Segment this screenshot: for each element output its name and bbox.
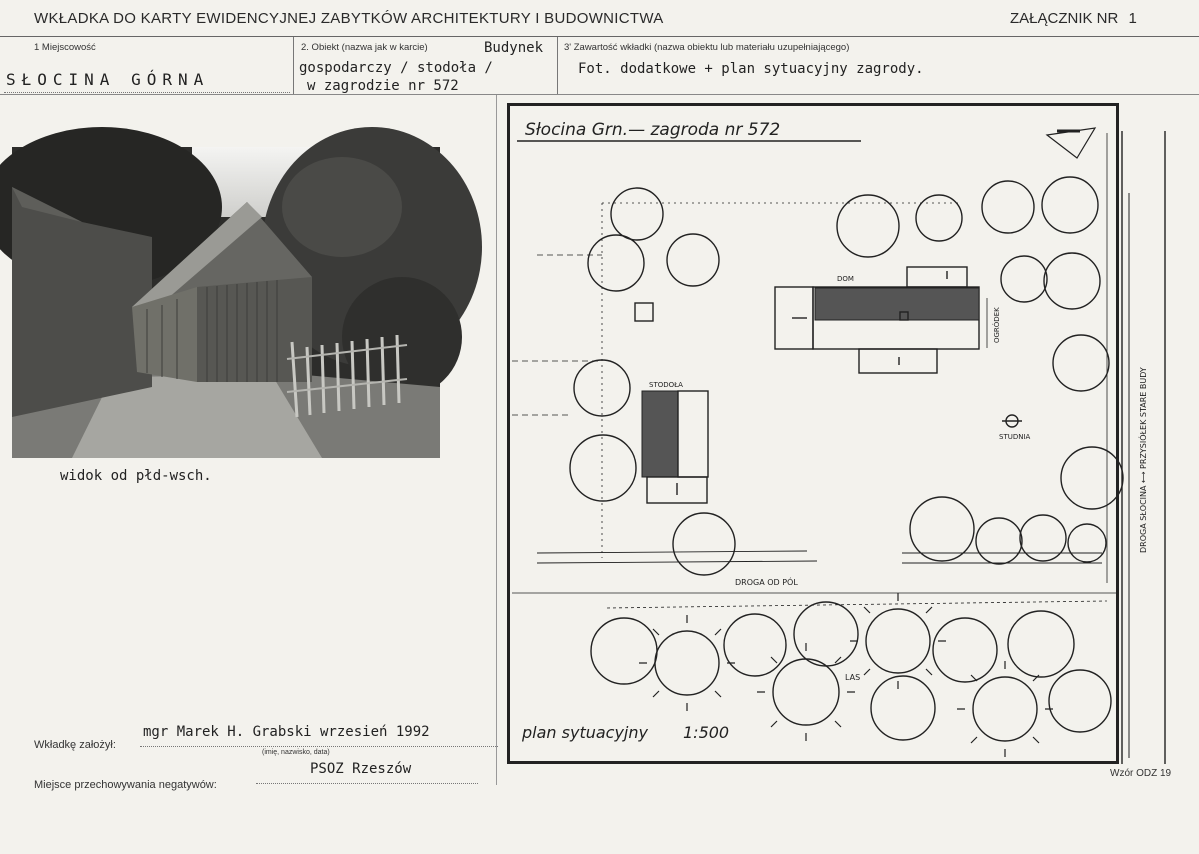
object-value-2: gospodarczy / stodoła / bbox=[299, 60, 493, 76]
label-droga-pol: DROGA OD PÓL bbox=[735, 578, 798, 587]
form-title: WKŁADKA DO KARTY EWIDENCYJNEJ ZABYTKÓW ARCHITEKTURY I BUDOWNICTWA bbox=[34, 10, 664, 27]
photo-caption: widok od płd-wsch. bbox=[60, 468, 212, 484]
label-dom: DOM bbox=[837, 275, 854, 283]
site-plan-drawing bbox=[507, 103, 1148, 764]
contents-label: 3' Zawartość wkładki (nazwa obiektu lub materiału uzupełniającego) bbox=[564, 42, 850, 53]
founder-hint: (imię, nazwisko, data) bbox=[262, 749, 330, 756]
label-las: LAS bbox=[845, 673, 861, 682]
attachment-label: ZAŁĄCZNIK NR bbox=[1010, 10, 1119, 27]
label-ogrodek: OGRÓDEK bbox=[993, 307, 1001, 343]
founder-label: Wkładkę założył: bbox=[34, 739, 116, 751]
storage-value: PSOZ Rzeszów bbox=[310, 761, 412, 777]
plan-scale: 1:500 bbox=[683, 723, 730, 742]
barn-photo bbox=[12, 147, 440, 458]
object-label: 2. Obiekt (nazwa jak w karcie) bbox=[301, 42, 428, 53]
object-value-3: w zagrodzie nr 572 bbox=[307, 78, 459, 94]
attachment-value: 1 bbox=[1128, 10, 1137, 27]
plan-title: Słocina Grn.— zagroda nr 572 bbox=[525, 120, 781, 140]
photo-illustration bbox=[12, 147, 440, 458]
storage-label: Miejsce przechowywania negatywów: bbox=[34, 779, 217, 791]
contents-value: Fot. dodatkowe + plan sytuacyjny zagrody. bbox=[578, 61, 924, 77]
plan-subtitle: plan sytuacyjny bbox=[522, 723, 648, 742]
founder-value: mgr Marek H. Grabski wrzesień 1992 bbox=[143, 724, 430, 740]
label-studnia: STUDNIA bbox=[999, 433, 1031, 441]
locality-value: SŁOCINA GÓRNA bbox=[6, 70, 210, 89]
attachment-number bbox=[1010, 10, 1137, 27]
label-road: DROGA SŁOCINA ⟷ PRZYSIÓŁEK STARE BUDY bbox=[1139, 367, 1148, 553]
locality-label: 1 Miejscowość bbox=[34, 42, 96, 53]
form-code: Wzór ODZ 19 bbox=[1110, 768, 1172, 779]
object-value-1: Budynek bbox=[484, 40, 544, 56]
label-stodola: STODOŁA bbox=[649, 381, 683, 389]
